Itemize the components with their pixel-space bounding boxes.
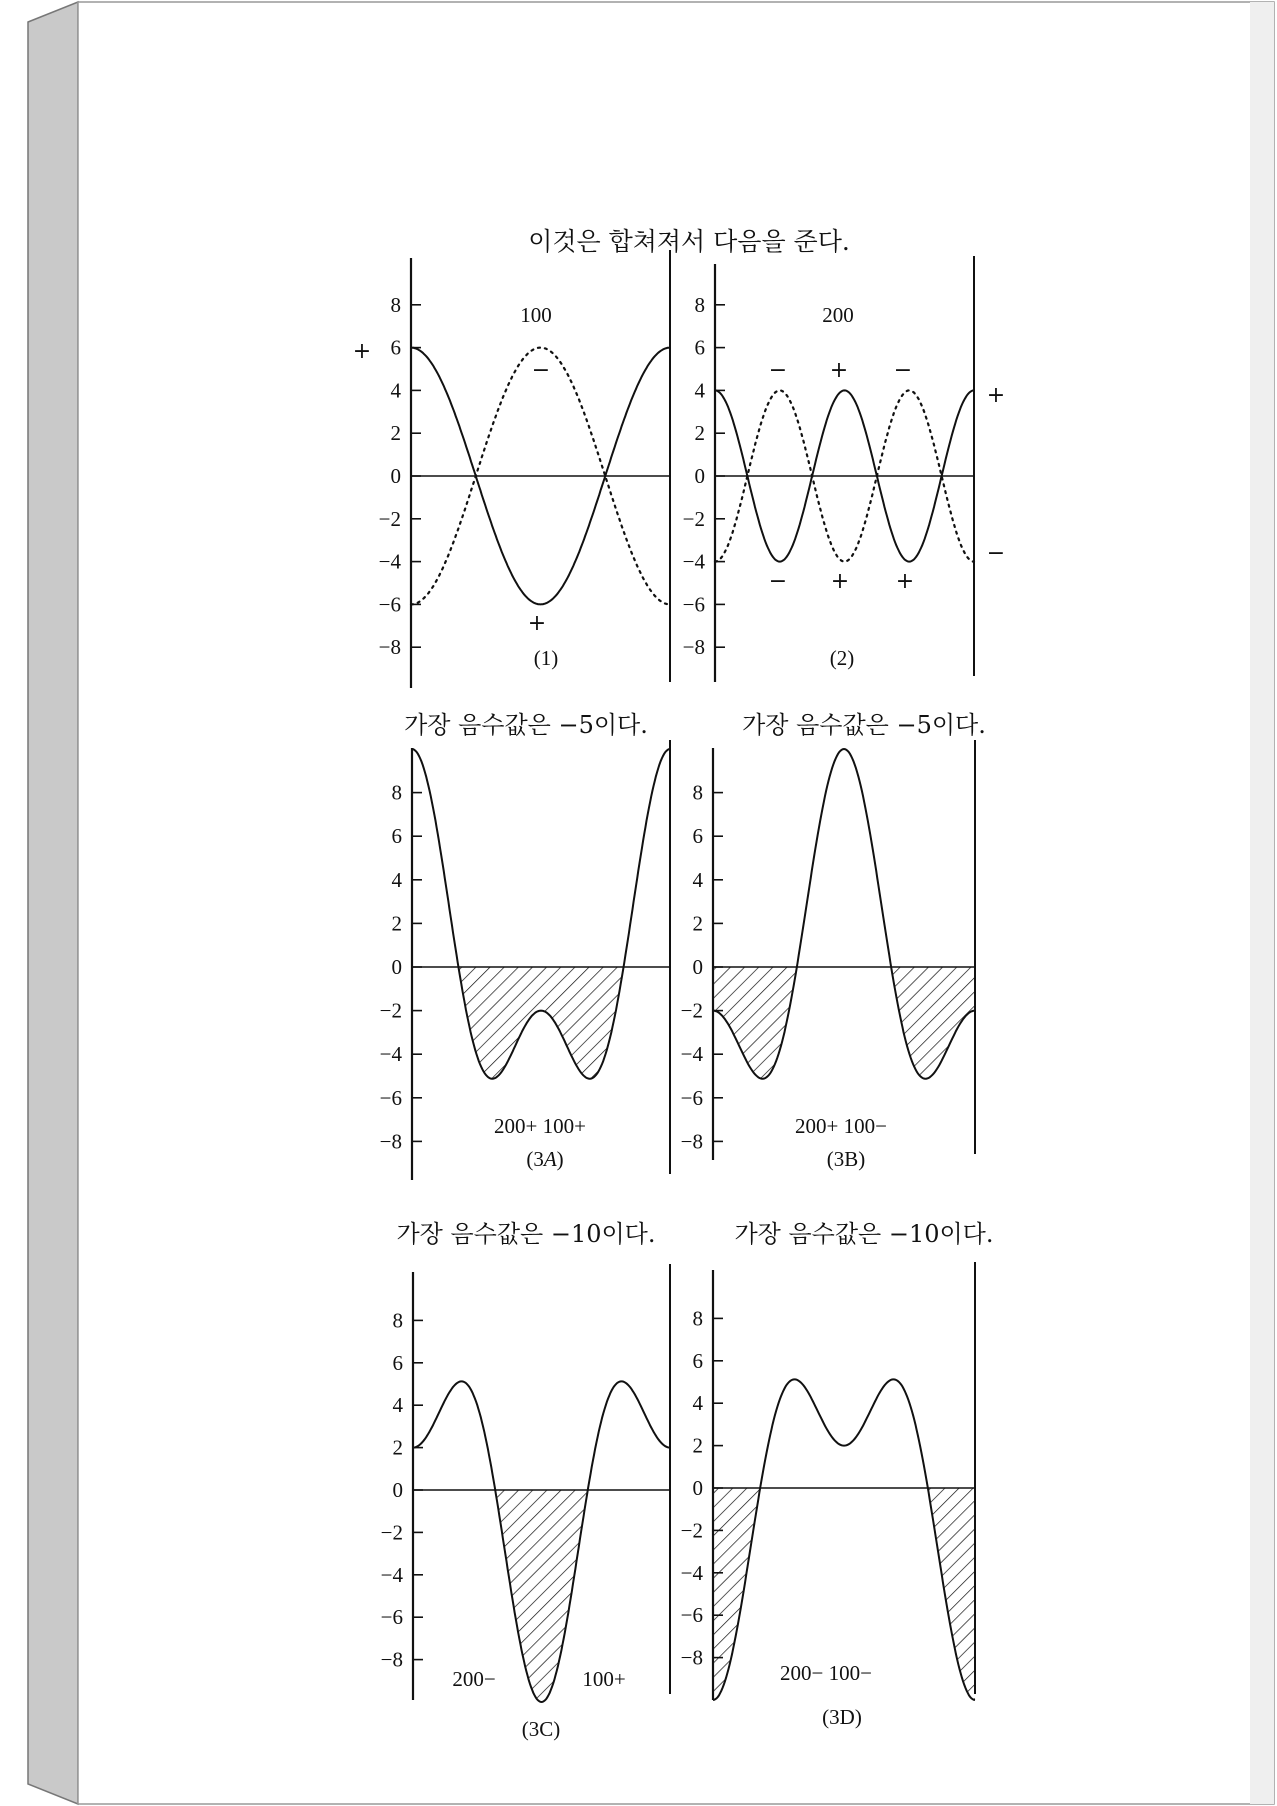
combination-label: 200− (452, 1667, 496, 1691)
y-tick-label: −8 (378, 635, 401, 660)
y-tick-label: −4 (680, 1042, 703, 1067)
sign-label: + (527, 611, 547, 636)
y-tick-label: 4 (392, 1393, 403, 1418)
sign-label: + (986, 383, 1006, 408)
y-tick-label: −8 (680, 1129, 703, 1154)
sign-label: + (352, 339, 372, 364)
y-tick-label: 4 (692, 867, 703, 892)
y-tick-label: −6 (680, 1603, 703, 1628)
y-tick-label: 0 (694, 464, 705, 488)
panel-label: (2) (829, 646, 855, 670)
combination-label: 200+ 100− (795, 1114, 887, 1138)
y-tick-label: 4 (390, 378, 401, 403)
sign-label: + (895, 569, 915, 594)
y-tick-label: −8 (680, 1645, 703, 1670)
panel-caption: 가장 음수값은 −10이다. (396, 1220, 656, 1248)
y-tick-label: 8 (692, 780, 703, 805)
panel-label: (3D) (822, 1705, 862, 1729)
frequency-label: 100 (520, 303, 552, 327)
frequency-label: 200 (822, 303, 854, 327)
panel-label-letter: A (543, 1147, 557, 1171)
y-tick-label: −6 (680, 1085, 703, 1110)
panel-label: (3C) (521, 1717, 561, 1741)
y-tick-label: −2 (682, 506, 705, 531)
y-tick-label: −6 (379, 1085, 402, 1110)
panel-label (526, 1147, 563, 1171)
y-tick-label: −2 (380, 1520, 403, 1545)
y-tick-label: 8 (692, 1306, 703, 1331)
y-tick-label: 6 (391, 824, 402, 849)
y-tick-label: 2 (390, 421, 401, 446)
y-tick-label: 6 (692, 1348, 703, 1373)
y-tick-label: 6 (694, 335, 705, 360)
y-tick-label: −6 (682, 592, 705, 617)
y-tick-label: −2 (680, 1518, 703, 1543)
y-tick-label: 8 (390, 292, 401, 317)
y-tick-label: −2 (378, 506, 401, 531)
panel-label-prefix: (3 (526, 1147, 544, 1171)
combination-label: 200− 100− (780, 1661, 872, 1685)
y-tick-label: 8 (391, 780, 402, 805)
y-tick-label: 2 (692, 911, 703, 936)
sign-label: − (893, 358, 913, 383)
y-tick-label: 4 (391, 867, 402, 892)
y-tick-label: −2 (680, 998, 703, 1023)
sign-label: − (768, 358, 788, 383)
y-tick-label: 0 (392, 1478, 403, 1502)
y-tick-label: −8 (380, 1647, 403, 1672)
sign-label: − (768, 569, 788, 594)
y-tick-label: −4 (378, 549, 401, 574)
y-tick-label: 6 (692, 824, 703, 849)
sign-label: − (531, 358, 551, 383)
y-tick-label: −4 (379, 1042, 402, 1067)
sign-label: + (829, 358, 849, 383)
y-tick-label: 4 (694, 378, 705, 403)
panel-caption: 가장 음수값은 −5이다. (404, 711, 648, 739)
y-tick-label: 0 (692, 955, 703, 979)
y-tick-label: 2 (694, 421, 705, 446)
panel-caption: 가장 음수값은 −10이다. (734, 1220, 994, 1248)
y-tick-label: 2 (692, 1433, 703, 1458)
y-tick-label: −6 (378, 592, 401, 617)
panel-label-suffix: ) (556, 1147, 564, 1171)
y-tick-label: 0 (390, 464, 401, 488)
panel-caption: 가장 음수값은 −5이다. (742, 711, 986, 739)
y-tick-label: −6 (380, 1605, 403, 1630)
combination-label: 200+ 100+ (494, 1114, 586, 1138)
y-tick-label: 8 (392, 1308, 403, 1333)
y-tick-label: −4 (380, 1562, 403, 1587)
y-tick-label: 2 (391, 911, 402, 936)
panel-label: (1) (533, 646, 559, 670)
y-tick-label: −2 (379, 998, 402, 1023)
y-tick-label: −4 (682, 549, 705, 574)
y-tick-label: 4 (692, 1391, 703, 1416)
combination-label: 100+ (582, 1667, 626, 1691)
y-tick-label: 6 (390, 335, 401, 360)
y-tick-label: 6 (392, 1350, 403, 1375)
sign-label: + (830, 569, 850, 594)
y-tick-label: 2 (392, 1435, 403, 1460)
y-tick-label: −4 (680, 1560, 703, 1585)
y-tick-label: −8 (379, 1129, 402, 1154)
panel-label: (3B) (826, 1147, 866, 1171)
page-frame (28, 2, 1274, 1804)
y-tick-label: 8 (694, 292, 705, 317)
y-tick-label: 0 (391, 955, 402, 979)
top-caption: 이것은 합쳐져서 다음을 준다. (528, 227, 850, 256)
y-tick-label: 0 (692, 1476, 703, 1500)
y-tick-label: −8 (682, 635, 705, 660)
sign-label: − (986, 541, 1006, 566)
